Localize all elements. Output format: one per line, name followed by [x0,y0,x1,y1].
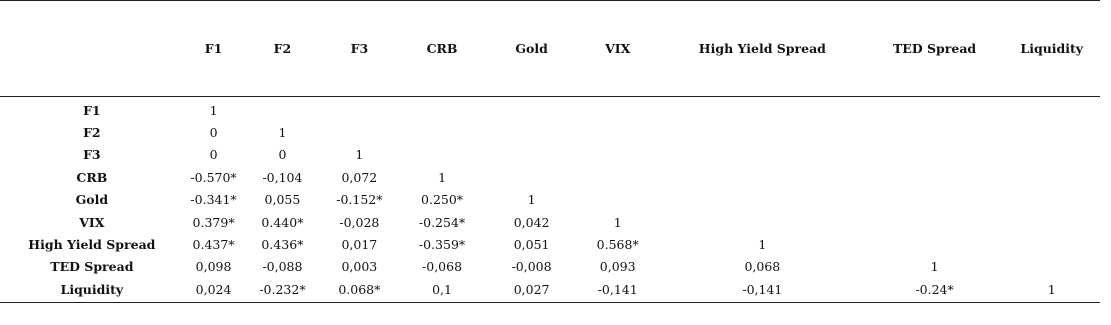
table-cell: 0.440* [261,214,304,230]
table-cell: -0.570* [190,169,237,185]
table-row [0,121,1100,143]
row-label: Gold [75,192,109,208]
table-cell: 1 [1003,278,1100,302]
corner-cell [0,1,184,97]
table-cell [1003,166,1100,188]
table-cell [487,166,577,188]
column-header-f1: F1 [184,1,244,97]
table-row [0,233,1100,255]
table-row [0,278,1100,302]
table-cell [397,97,487,122]
column-header-high-yield-spread: High Yield Spread [659,1,866,97]
table-cell: 0,042 [513,214,550,230]
table-cell: -0.232* [243,278,321,302]
table-row [0,97,1100,122]
table-cell: 0 [209,147,218,163]
table-cell: 1 [613,214,622,230]
table-cell: 0.437* [192,237,235,253]
table-cell: -0.254* [418,214,466,230]
table-cell: 0,017 [341,237,378,253]
table-cell [576,121,659,143]
table-cell: 0,068 [744,259,781,275]
table-row [0,256,1100,278]
table-cell: 1 [438,169,447,185]
table-cell [866,144,1004,166]
column-header-liquidity: Liquidity [1003,1,1100,97]
table-cell [866,233,1004,255]
row-label: VIX [79,214,105,230]
table-cell: -0.359* [418,237,466,253]
table-cell [866,189,1004,211]
row-label: High Yield Spread [28,237,156,253]
table-cell [659,144,866,166]
table-cell [866,121,1004,143]
table-cell [1003,121,1100,143]
table-row [0,211,1100,233]
table-cell [1003,211,1100,233]
table-cell: 0.379* [192,214,235,230]
table-row [0,144,1100,166]
table-cell: 1 [209,102,218,118]
table-cell [659,97,866,122]
table-cell: -0,141 [576,278,659,302]
table-cell [659,189,866,211]
table-cell: 0,055 [264,192,301,208]
table-cell [321,97,397,122]
table-cell [487,121,577,143]
table-cell [576,166,659,188]
table-cell [576,144,659,166]
table-cell: 0,024 [184,278,244,302]
table-cell: 0,072 [341,169,378,185]
column-header-f3: F3 [321,1,397,97]
table-cell: -0.152* [336,192,383,208]
table-cell [866,166,1004,188]
table-cell: -0,104 [262,169,303,185]
column-header-gold: Gold [487,1,577,97]
table-cell: 1 [930,259,939,275]
column-header-f2: F2 [243,1,321,97]
table-cell [1003,189,1100,211]
table-cell: 0 [209,125,218,141]
table-cell [576,189,659,211]
row-label: Liquidity [0,278,184,302]
column-header-ted-spread: TED Spread [866,1,1004,97]
table-cell: 0,003 [341,259,378,275]
table-cell: -0.24* [866,278,1004,302]
table-cell [659,121,866,143]
table-row [0,189,1100,211]
table-cell: 0,027 [487,278,577,302]
table-cell [576,97,659,122]
table-cell [487,97,577,122]
table-cell: 0.568* [596,237,639,253]
table-cell: -0,028 [339,214,380,230]
table-cell [1003,256,1100,278]
row-label: F1 [83,102,101,118]
row-label: CRB [76,169,108,185]
table-cell [659,211,866,233]
table-cell: 0,093 [599,259,636,275]
table-cell [397,144,487,166]
table-cell [866,97,1004,122]
row-label: F2 [83,125,101,141]
table-cell: 0.250* [421,192,464,208]
table-cell [487,144,577,166]
table-cell [659,166,866,188]
row-label: TED Spread [50,259,134,275]
table-cell: -0,008 [511,259,552,275]
table-cell: 0,1 [397,278,487,302]
table-cell: 0 [278,147,287,163]
table-cell: 0.436* [261,237,304,253]
table-cell: 0,051 [513,237,550,253]
table-cell: 0,098 [195,259,232,275]
table-cell [321,121,397,143]
table-cell [1003,144,1100,166]
table-cell [866,211,1004,233]
table-cell: 1 [758,237,767,253]
header-row [0,1,1100,97]
table-cell: -0,141 [659,278,866,302]
table-cell [397,121,487,143]
table-cell: 1 [527,192,536,208]
table-cell: 0.068* [321,278,397,302]
table-cell: 1 [355,147,364,163]
column-header-vix: VIX [576,1,659,97]
row-label: F3 [83,147,101,163]
table-row [0,166,1100,188]
column-header-crb: CRB [397,1,487,97]
table-cell [243,97,321,122]
table-cell [1003,97,1100,122]
table-cell: -0,088 [262,259,303,275]
table-cell: -0.341* [190,192,237,208]
table-cell [1003,233,1100,255]
table-cell: -0,068 [422,259,463,275]
table-cell: 1 [278,125,287,141]
table-body [0,97,1100,303]
